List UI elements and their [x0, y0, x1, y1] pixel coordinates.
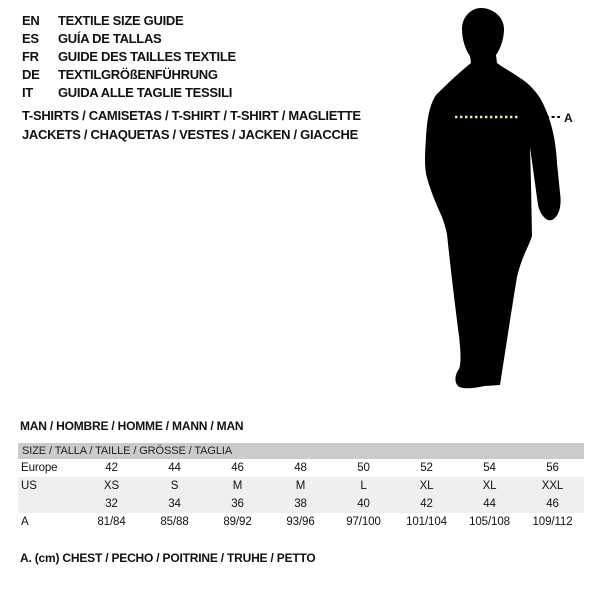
size-cell: 40	[357, 498, 370, 510]
language-code: IT	[22, 85, 33, 100]
size-cell: XL	[482, 480, 497, 492]
size-cell: 101/104	[406, 516, 447, 528]
language-list	[22, 12, 236, 102]
size-cell: 89/92	[223, 516, 252, 528]
language-row	[22, 66, 236, 84]
category-line-jackets: JACKETS / CHAQUETAS / VESTES / JACKEN / GIACCHE	[22, 127, 358, 142]
size-cell: 44	[483, 498, 496, 510]
category-line-tshirts: T-SHIRTS / CAMISETAS / T-SHIRT / T-SHIRT / MAGLIETTE	[22, 108, 361, 123]
size-cell: 97/100	[346, 516, 381, 528]
size-cell: 56	[546, 462, 559, 474]
row-label: Europe	[21, 462, 58, 474]
language-label: GUÍA DE TALLAS	[58, 31, 162, 46]
language-row	[22, 48, 236, 66]
size-cell: S	[170, 480, 179, 492]
size-cell: 109/112	[532, 516, 573, 528]
language-row	[22, 12, 236, 30]
size-cell: 36	[231, 498, 244, 510]
language-label: TEXTILE SIZE GUIDE	[58, 13, 184, 28]
size-cell: 42	[420, 498, 433, 510]
language-code: ES	[22, 31, 39, 46]
language-code: DE	[22, 67, 40, 82]
size-cell: M	[232, 480, 243, 492]
table-row-europe	[18, 459, 584, 477]
size-cell: 44	[168, 462, 181, 474]
size-cell: 38	[294, 498, 307, 510]
language-code: EN	[22, 13, 40, 28]
measure-label-a: A	[564, 111, 573, 125]
category-list	[22, 106, 361, 144]
measurement-footnote: A. (cm) CHEST / PECHO / POITRINE / TRUHE / PETTO	[20, 551, 316, 565]
size-cell: L	[360, 480, 367, 492]
language-row	[22, 30, 236, 48]
size-cell: 46	[546, 498, 559, 510]
size-cell: 32	[105, 498, 118, 510]
table-row-us-letter	[18, 477, 584, 495]
model-silhouette	[405, 6, 595, 404]
size-cell: 48	[294, 462, 307, 474]
row-label: A	[21, 516, 29, 528]
size-cell: XS	[103, 480, 120, 492]
language-label: GUIDA ALLE TAGLIE TESSILI	[58, 85, 233, 100]
table-row-chest-cm	[18, 513, 584, 531]
size-cell: M	[295, 480, 306, 492]
size-cell: XL	[419, 480, 434, 492]
size-cell: 93/96	[286, 516, 315, 528]
size-cell: XXL	[541, 480, 564, 492]
language-row	[22, 84, 236, 102]
language-code: FR	[22, 49, 39, 64]
language-label: GUIDE DES TAILLES TEXTILE	[58, 49, 236, 64]
size-cell: 46	[231, 462, 244, 474]
row-label: US	[21, 480, 37, 492]
size-cell: 54	[483, 462, 496, 474]
size-cell: 105/108	[469, 516, 510, 528]
size-cell: 52	[420, 462, 433, 474]
gender-title: MAN / HOMBRE / HOMME / MANN / MAN	[20, 419, 244, 433]
size-table-header: SIZE / TALLA / TAILLE / GRÖSSE / TAGLIA	[18, 443, 584, 459]
model-silhouette-svg	[405, 6, 595, 404]
man-silhouette-shape	[425, 8, 561, 388]
size-cell: 34	[168, 498, 181, 510]
size-cell: 42	[105, 462, 118, 474]
size-cell: 85/88	[160, 516, 189, 528]
language-label: TEXTILGRÖßENFÜHRUNG	[58, 67, 218, 82]
size-cell: 81/84	[97, 516, 126, 528]
size-table	[18, 443, 584, 531]
size-cell: 50	[357, 462, 370, 474]
table-row-us-numeric	[18, 495, 584, 513]
